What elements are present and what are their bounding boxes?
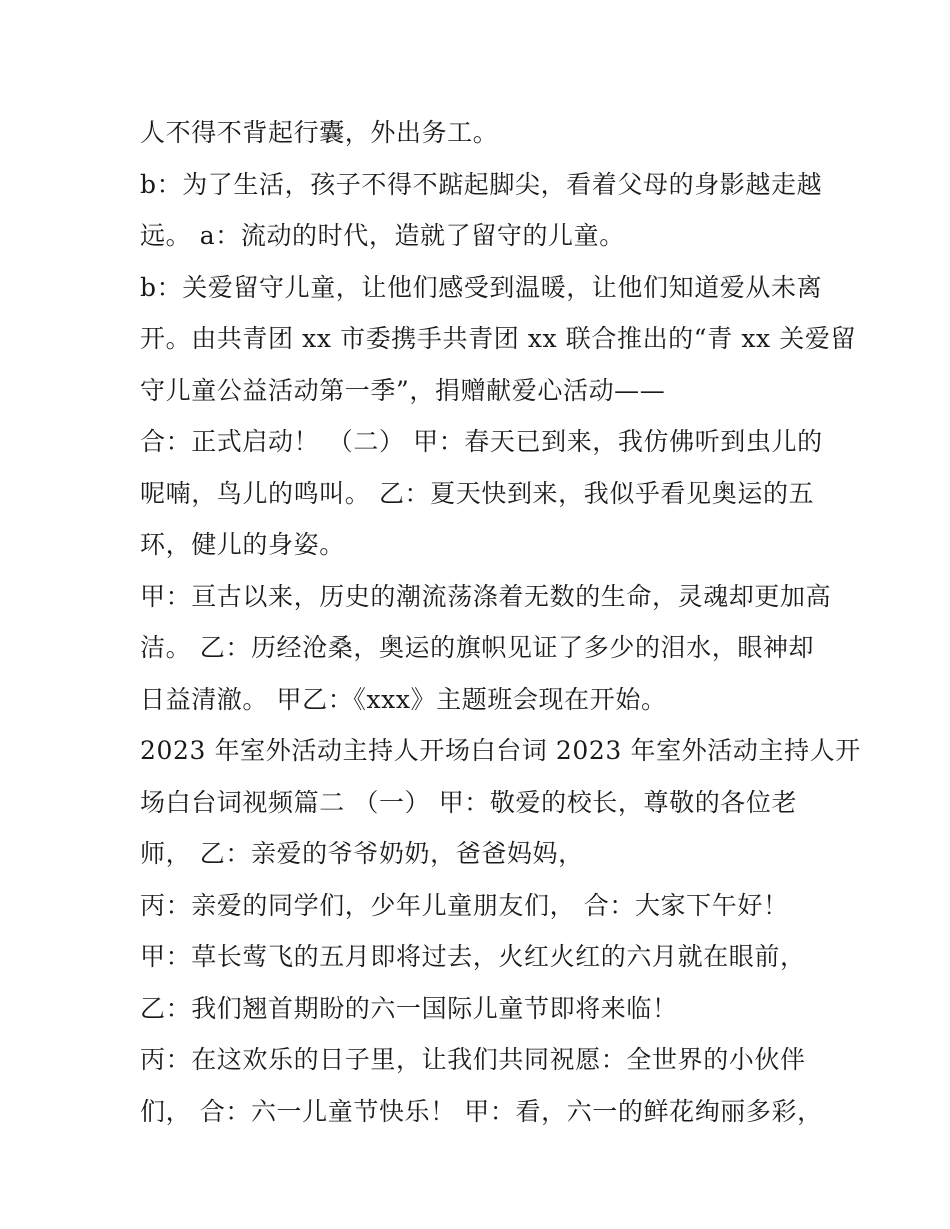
text-line: 丙：在这欢乐的日子里，让我们共同祝愿：全世界的小伙伴 xyxy=(140,1045,806,1074)
text-line: b：为了生活，孩子不得不踮起脚尖，看着父母的身影越走越 xyxy=(140,169,823,199)
text-line: 人不得不背起行囊，外出务工。 xyxy=(140,118,499,147)
text-line: 开。由共青团 xx 市委携手共青团 xx 联合推出的“青 xx 关爱留 xyxy=(140,324,857,353)
text-line: 甲：草长莺飞的五月即将过去，火红火红的六月就在眼前， xyxy=(140,942,806,971)
text-line: 洁。 乙：历经沧桑，奥运的旗帜见证了多少的泪水，眼神却 xyxy=(140,633,815,662)
text-line: 合：正式启动！ （二） 甲：春天已到来，我仿佛听到虫儿的 xyxy=(140,427,823,456)
text-line: 日益清澈。 甲乙：《xxx》主题班会现在开始。 xyxy=(140,684,667,714)
text-line: 甲：亘古以来，历史的潮流荡涤着无数的生命，灵魂却更加高 xyxy=(140,581,832,611)
text-line: 环，健儿的身姿。 xyxy=(140,530,345,559)
text-line: 乙：我们翘首期盼的六一国际儿童节即将来临！ xyxy=(140,993,678,1023)
text-line: b：关爱留守儿童，让他们感受到温暖，让他们知道爱从未离 xyxy=(140,272,823,302)
text-line: 远。 a：流动的时代，造就了留守的儿童。 xyxy=(140,221,625,250)
text-line: 场白台词视频篇二 （一） 甲：敬爱的校长，尊敬的各位老 xyxy=(140,787,798,817)
text-line: 守儿童公益活动第一季”，捐赠献爱心活动—— xyxy=(140,375,666,405)
text-line: 师， 乙：亲爱的爷爷奶奶，爸爸妈妈， xyxy=(140,839,584,868)
text-line: 2023 年室外活动主持人开场白台词 2023 年室外活动主持人开 xyxy=(140,736,861,765)
text-line: 们， 合：六一儿童节快乐！ 甲：看，六一的鲜花绚丽多彩， xyxy=(140,1096,823,1126)
document-body xyxy=(140,107,861,1137)
text-line: 呢喃，鸟儿的鸣叫。 乙：夏天快到来，我似乎看见奥运的五 xyxy=(140,478,815,508)
text-line: 丙：亲爱的同学们，少年儿童朋友们， 合：大家下午好！ xyxy=(140,890,789,920)
